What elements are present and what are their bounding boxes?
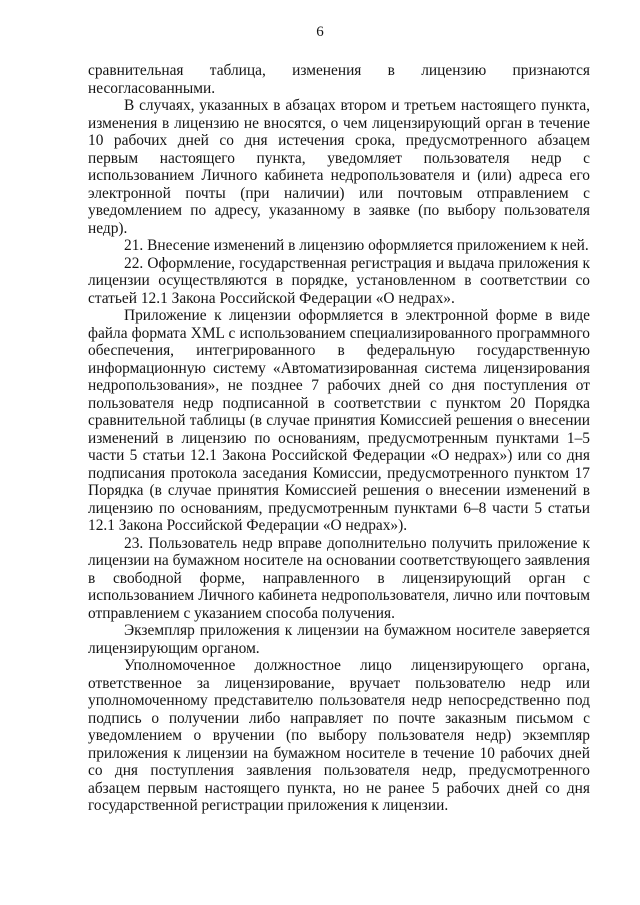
document-body — [88, 62, 590, 815]
paragraph: сравнительная таблица, изменения в лицензию признаются несогласованными. — [88, 62, 590, 97]
page-number: 6 — [316, 24, 324, 40]
paragraph: 23. Пользователь недр вправе дополнительно получить приложение к лицензии на бумажном носителе на основании соответствующего заявления в свободной форме, направленного в лицензирующий орган с использованием Личного кабинета недропользователя, лично или почтовым отправлением с указанием способа получения. — [88, 534, 590, 622]
paragraph: Приложение к лицензии оформляется в электронной форме в виде файла формата XML с использованием специализированного программного обеспечения, интегрированного в федеральную государственную информационную систему «Автоматизированная система лицензирования недропользования», не позднее 7 рабочих дней со дня поступления от пользователя недр подписанной в соответствии с пунктом 20 Порядка сравнительной таблицы (в случае принятия Комиссией решения о внесении изменений в лицензию по основаниям, предусмотренным пунктами 1–5 части 5 статьи 12.1 Закона Российской Федерации «О недрах») или со дня подписания протокола заседания Комиссии, предусмотренного пунктом 17 Порядка (в случае принятия Комиссией решения о внесении изменений в лицензию по основаниям, предусмотренным пунктами 6–8 части 5 статьи 12.1 Закона Российской Федерации «О недрах»). — [88, 307, 590, 534]
paragraph: 22. Оформление, государственная регистрация и выдача приложения к лицензии осуществляются в порядке, установленном в соответствии со статьей 12.1 Закона Российской Федерации «О недрах». — [88, 254, 590, 307]
paragraph: Экземпляр приложения к лицензии на бумажном носителе заверяется лицензирующим органом. — [88, 622, 590, 657]
paragraph: Уполномоченное должностное лицо лицензирующего органа, ответственное за лицензирование, вручает пользователю недр или уполномоченному представителю пользователя недр непосредственно под подпись о получении либо направляет по почте заказным письмом с уведомлением о вручении (по выбору пользователя недр) экземпляр приложения к лицензии на бумажном носителе в течение 10 рабочих дней со дня поступления заявления пользователя недр, предусмотренного абзацем первым настоящего пункта, но не ранее 5 рабочих дней со дня государственной регистрации приложения к лицензии. — [88, 657, 590, 814]
paragraph: В случаях, указанных в абзацах втором и третьем настоящего пункта, изменения в лицензию не вносятся, о чем лицензирующий орган в течение 10 рабочих дней со дня истечения срока, предусмотренного абзацем первым настоящего пункта, уведомляет пользователя недр с использованием Личного кабинета недропользователя и (или) адреса его электронной почты (при наличии) или почтовым отправлением с уведомлением по адресу, указанному в заявке (по выбору пользователя недр). — [88, 97, 590, 237]
paragraph: 21. Внесение изменений в лицензию оформляется приложением к ней. — [124, 237, 589, 254]
